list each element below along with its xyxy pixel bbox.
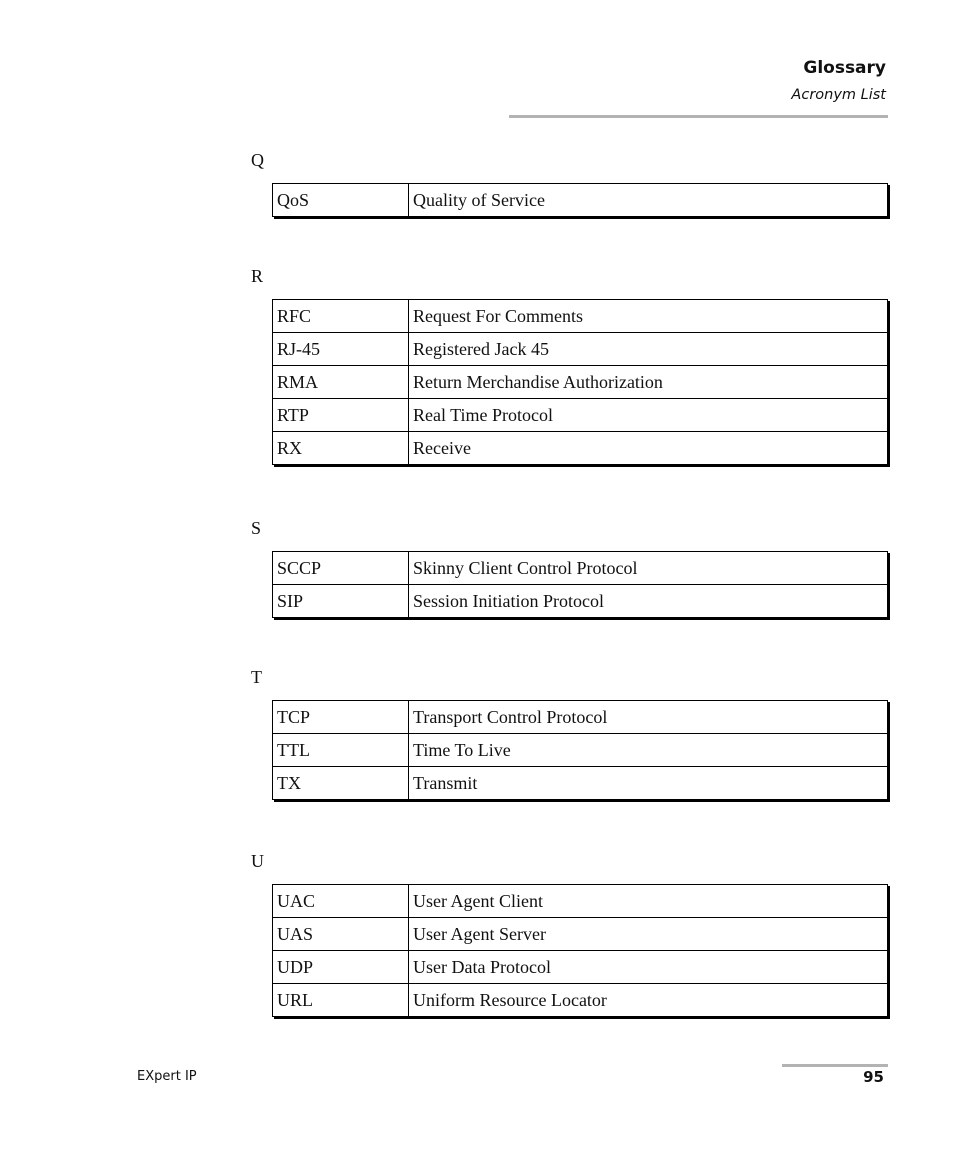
section-subtitle: Acronym List [791, 87, 886, 103]
table-row [273, 734, 888, 767]
table-row [273, 585, 888, 618]
table-row [273, 366, 888, 399]
meaning-cell: Uniform Resource Locator [409, 984, 888, 1017]
acronym-table [272, 183, 888, 217]
acronym-cell: RMA [273, 366, 409, 399]
acronym-table [272, 700, 888, 800]
acronym-cell: TX [273, 767, 409, 800]
section-letter: T [251, 667, 262, 687]
section-s [251, 516, 888, 611]
table-row [273, 701, 888, 734]
acronym-cell: RJ-45 [273, 333, 409, 366]
table-row [273, 918, 888, 951]
section-r [251, 264, 888, 458]
acronym-table [272, 551, 888, 618]
section-t [251, 665, 888, 793]
meaning-cell: User Data Protocol [409, 951, 888, 984]
chapter-title: Glossary [803, 58, 886, 78]
meaning-cell: Request For Comments [409, 300, 888, 333]
table-row [273, 432, 888, 465]
header-rule [509, 115, 888, 118]
acronym-cell: RTP [273, 399, 409, 432]
section-letter: S [251, 518, 262, 538]
meaning-cell: User Agent Client [409, 885, 888, 918]
page-number: 95 [863, 1068, 884, 1086]
meaning-cell: Skinny Client Control Protocol [409, 552, 888, 585]
meaning-cell: Transmit [409, 767, 888, 800]
acronym-cell: UAC [273, 885, 409, 918]
table-row [273, 333, 888, 366]
table-row [273, 300, 888, 333]
section-u [251, 849, 888, 1010]
acronym-cell: UDP [273, 951, 409, 984]
footer-product-name: EXpert IP [137, 1069, 197, 1084]
meaning-cell: Session Initiation Protocol [409, 585, 888, 618]
section-letter: U [251, 851, 264, 871]
acronym-cell: RFC [273, 300, 409, 333]
meaning-cell: Real Time Protocol [409, 399, 888, 432]
table-row [273, 767, 888, 800]
meaning-cell: Receive [409, 432, 888, 465]
section-letter: R [251, 266, 264, 286]
meaning-cell: Transport Control Protocol [409, 701, 888, 734]
meaning-cell: User Agent Server [409, 918, 888, 951]
acronym-cell: RX [273, 432, 409, 465]
table-row [273, 399, 888, 432]
acronym-cell: QoS [273, 184, 409, 217]
acronym-table [272, 299, 888, 465]
acronym-cell: TTL [273, 734, 409, 767]
table-row [273, 984, 888, 1017]
table-row [273, 951, 888, 984]
table-row [273, 885, 888, 918]
meaning-cell: Time To Live [409, 734, 888, 767]
section-q [251, 148, 888, 210]
acronym-cell: TCP [273, 701, 409, 734]
table-row [273, 184, 888, 217]
section-letter: Q [251, 150, 264, 170]
footer-rule [782, 1064, 888, 1067]
acronym-cell: SIP [273, 585, 409, 618]
meaning-cell: Quality of Service [409, 184, 888, 217]
acronym-cell: UAS [273, 918, 409, 951]
page-header [791, 56, 886, 110]
acronym-cell: SCCP [273, 552, 409, 585]
table-row [273, 552, 888, 585]
acronym-cell: URL [273, 984, 409, 1017]
acronym-table [272, 884, 888, 1017]
meaning-cell: Registered Jack 45 [409, 333, 888, 366]
meaning-cell: Return Merchandise Authorization [409, 366, 888, 399]
